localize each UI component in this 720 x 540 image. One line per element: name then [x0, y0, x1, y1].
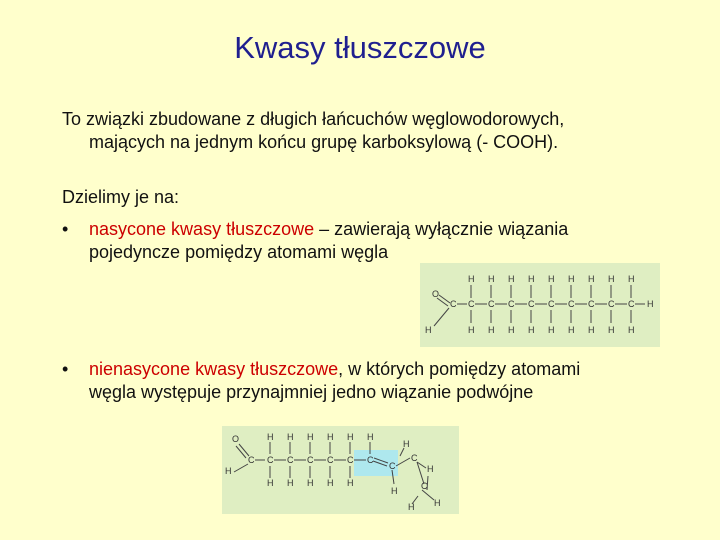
chain-carbon: C	[508, 299, 515, 309]
bottom-h: H	[347, 478, 354, 488]
top-h: H	[403, 439, 410, 449]
chain-carbon: C	[347, 455, 354, 465]
saturated-term: nasycone kwasy tłuszczowe	[89, 219, 315, 239]
bullet-dot: •	[62, 359, 69, 379]
bottom-h: H	[628, 325, 635, 335]
bottom-h: H	[434, 498, 441, 508]
definition-paragraph	[62, 108, 682, 154]
chain-carbon: C	[411, 453, 418, 463]
top-h: H	[307, 432, 314, 442]
top-h: H	[287, 432, 294, 442]
top-h: H	[548, 274, 555, 284]
saturated-molecule-svg	[420, 263, 660, 347]
slide-title: Kwasy tłuszczowe	[234, 30, 486, 65]
chain-carbon: C	[327, 455, 334, 465]
hydroxyl-h: H	[225, 466, 232, 476]
bottom-h: H	[548, 325, 555, 335]
chain-carbon: C	[468, 299, 475, 309]
top-h: H	[327, 432, 334, 442]
carboxyl-carbon: C	[450, 299, 457, 309]
bottom-h: H	[588, 325, 595, 335]
chain-carbon: C	[488, 299, 495, 309]
terminal-h: H	[647, 299, 654, 309]
bottom-h: H	[488, 325, 495, 335]
unsaturated-molecule-svg	[222, 426, 459, 514]
bullet-saturated	[62, 218, 682, 264]
top-h: H	[588, 274, 595, 284]
bottom-h: H	[327, 478, 334, 488]
carboxyl-carbon: C	[248, 455, 255, 465]
top-h: H	[628, 274, 635, 284]
chain-carbon: C	[528, 299, 535, 309]
unsaturated-structure-diagram	[222, 426, 459, 514]
unsaturated-desc-1: , w których pomiędzy atomami	[338, 359, 581, 379]
chain-carbon: C	[568, 299, 575, 309]
divide-intro: Dzielimy je na:	[62, 187, 180, 207]
bottom-h: H	[568, 325, 575, 335]
top-h: H	[267, 432, 274, 442]
bottom-h: H	[391, 486, 398, 496]
top-h: H	[568, 274, 575, 284]
chain-carbon: C	[267, 455, 274, 465]
chain-carbon: C	[628, 299, 635, 309]
top-h: H	[488, 274, 495, 284]
top-h: H	[468, 274, 475, 284]
chain-carbon: C	[307, 455, 314, 465]
definition-line-2: mających na jednym końcu grupę karboksylową (- COOH).	[89, 132, 559, 152]
unsaturated-term: nienasycone kwasy tłuszczowe	[89, 359, 339, 379]
bullet-unsaturated	[62, 358, 682, 404]
bullet-dot: •	[62, 219, 69, 239]
top-h: H	[367, 432, 374, 442]
saturated-desc-1: – zawierają wyłącznie wiązania	[314, 219, 569, 239]
definition-line-1: To związki zbudowane z długich łańcuchów węglowodorowych,	[62, 109, 565, 129]
side-h: H	[427, 464, 434, 474]
chain-carbon: C	[421, 481, 428, 491]
bottom-h: H	[528, 325, 535, 335]
bottom-h: H	[508, 325, 515, 335]
unsaturated-desc-2: węgla występuje przynajmniej jedno wiązanie podwójne	[89, 382, 534, 402]
bottom-h: H	[468, 325, 475, 335]
hydroxyl-h: H	[425, 325, 432, 335]
chain-carbon: C	[548, 299, 555, 309]
oxygen-atom: O	[232, 434, 240, 444]
bottom-h: H	[267, 478, 274, 488]
top-h: H	[608, 274, 615, 284]
chain-carbon: C	[588, 299, 595, 309]
top-h: H	[508, 274, 515, 284]
top-h: H	[528, 274, 535, 284]
bottom-h: H	[608, 325, 615, 335]
chain-carbon: C	[389, 461, 396, 471]
chain-carbon: C	[287, 455, 294, 465]
chain-carbon: C	[367, 455, 374, 465]
saturated-structure-diagram	[420, 263, 660, 347]
bottom-h: H	[307, 478, 314, 488]
oxygen-atom: O	[432, 289, 440, 299]
bottom-h: H	[408, 502, 415, 512]
top-h: H	[347, 432, 354, 442]
chain-carbon: C	[608, 299, 615, 309]
bottom-h: H	[287, 478, 294, 488]
saturated-desc-2: pojedyncze pomiędzy atomami węgla	[89, 242, 389, 262]
